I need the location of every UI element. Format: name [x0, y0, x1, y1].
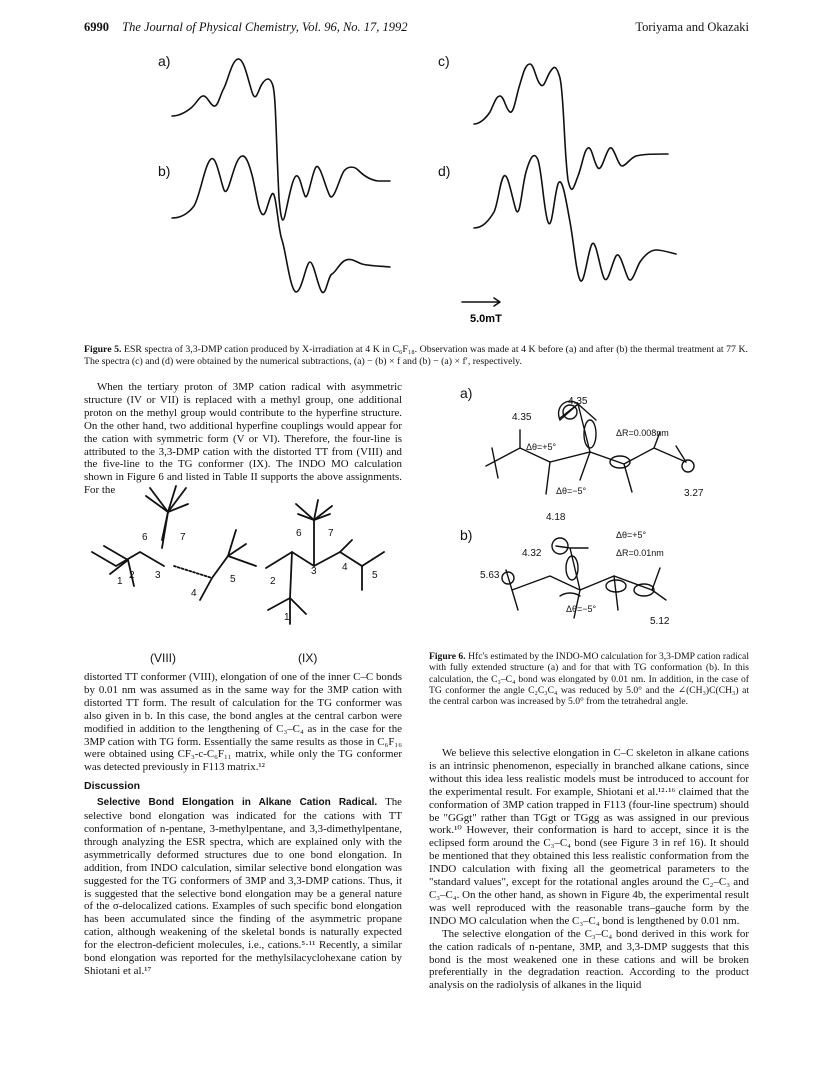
fig6-value-b-4: 5.12 [650, 616, 670, 627]
fig5-panel-label-b: b) [158, 163, 171, 179]
scale-bar [462, 298, 500, 306]
fig6-annot-a-3: ΔR=0.008nm [616, 428, 669, 438]
struct-viii-num-5: 5 [230, 574, 236, 585]
page-number: 6990 [84, 20, 109, 34]
left-para-1: When the tertiary proton of 3MP cation radical with asymmetric structure (IV or VII) is replaced with a methyl group, one additional proton on the methyl group would contribute to the hyperfine structure. On the other hand, two additional hyperfine couplings would appear for the cation with symmetric form (V or VI). Therefore, the four-line is attributed to the 3,3-DMP cation with the distorted TT from (VIII) and the five-line to the TG conformer (IX). The INDO MO calculation shown in Figure 6 and listed in Table II supports the above assignments. For the [84, 381, 402, 497]
fig6-annot-b-3: Δθ=−5° [566, 604, 597, 614]
struct-ix-num-4: 4 [342, 562, 348, 573]
left-column-bottom [84, 671, 402, 978]
fig6-value-a-3: 3.27 [684, 488, 704, 499]
struct-ix-num-7: 7 [328, 528, 334, 539]
fig6-annot-b-2: ΔR=0.01nm [616, 548, 664, 558]
fig5-panel-label-d: d) [438, 163, 451, 179]
structure-ix [266, 500, 384, 624]
fig6-value-b-3: 5.63 [480, 570, 500, 581]
figure5-caption-label: Figure 5. [84, 344, 122, 355]
discussion-heading: Discussion [84, 780, 141, 793]
esr-spectrum-b [172, 156, 390, 293]
author-names: Toriyama and Okazaki [635, 20, 749, 34]
discussion-subheading: Selective Bond Elongation in Alkane Cation Radical. [97, 797, 378, 809]
fig6-value-a-1: 4.35 [568, 396, 588, 407]
struct-viii-num-2: 2 [129, 570, 135, 581]
fig6-value-b-2: 4.32 [522, 548, 542, 559]
figure6-caption [429, 651, 749, 707]
scale-label: 5.0mT [470, 313, 502, 325]
fig5-panel-label-a: a) [158, 53, 171, 69]
struct-ix-num-2: 2 [270, 576, 276, 587]
journal-citation: The Journal of Physical Chemistry, Vol. 96, No. 17, 1992 [122, 20, 408, 34]
esr-spectrum-c [474, 64, 668, 189]
fig6-panel-label-a: a) [460, 385, 473, 401]
figure5-caption [84, 344, 748, 367]
fig6-annot-b-1: Δθ=+5° [616, 530, 647, 540]
left-para-3 [84, 796, 402, 978]
right-column [429, 747, 749, 992]
struct-ix-num-5: 5 [372, 570, 378, 581]
figure6-caption-label: Figure 6. [429, 651, 466, 662]
fig6-annot-a-2: Δθ=−5° [556, 486, 587, 496]
struct-viii-num-1: 1 [117, 576, 123, 587]
structure-label-ix: (IX) [298, 651, 318, 665]
esr-spectrum-a [172, 59, 390, 220]
figure5-caption-text: ESR spectra of 3,3-DMP cation produced by X-irradiation at 4 K in C₆F₁₈. Observation was made at 4 K before (a) and after (b) the thermal treatment at 77 K. The spectra (c) and (d) were obtained by the numerical subtractions, (a) − (b) × f and (b) − (a) × f′, respectively. [84, 344, 749, 367]
right-para-2: The selective elongation of the C₃–C₄ bond derived in this work for the cation radicals of n-pentane, 3MP, and 3,3-DMP suggests that this bond is the most weakened one in these cations and will be broken preferentially in the degradation reaction. According to the product analysis on the radiolysis of alkanes in the liquid [429, 927, 749, 992]
structure-label-viii: (VIII) [150, 651, 176, 665]
fig6-value-b-1: 4.18 [546, 512, 566, 523]
struct-ix-num-6: 6 [296, 528, 302, 539]
right-para-1: We believe this selective elongation in C–C skeleton in alkane cations is an intrinsic phenomenon, especially in branched alkane cations, since without this idea less realistic models must be introduced to account for the experimental result. For example, Shiotani et al.¹²·¹⁶ claimed that the conformation of 3MP cation trapped in F113 (four-line spectrum) should be "GGgt" rather than TGgt or TGgg as was assigned in our previous work.¹⁰ However, their conformation is hard to accept, since it is the eclipsed form around the C₃–C₄ bond (see Figure 3 in ref 16). It should be mentioned that they obtained this less realistic conformation from the INDO calculation with fixing all the geometrical parameters to the "standard values", except for the rotational angles around the C₂–C₃ and C₃–C₄. On the other hand, as shown in Figure 4b, the experimental result was well reproduced with the reasonable trans–gauche form by the INDO MO calculation when the C₃–C₄ bond is lengthened by 0.01 nm. [429, 747, 749, 927]
esr-spectrum-d [474, 156, 676, 282]
left-para-3-text: The selective bond elongation was indicated for the cations with TT conformation of n-pentane, 3-methylpentane, and 3,3-dimethylpentane, through analyzing the ESR spectra, which are explained only with the asymmetrically deformed structures due to one bond elongation. In addition, from INDO calculation, similar selective bond elongation was suggested for the TG conformers of 3MP and 3,3-DMP cations. Thus, it is suggested that the selective bond elongation may be a general nature of the σ-delocalized cations. Examples of such specific bond elongation has been accumulated since the finding of the asymmetric propane cation, although weakening of the skeletal bonds is naturally expected for the electron-deficient molecules, i.e., cations.⁵·¹¹ Recently, a similar bond elongation was reported for the methylsilacyclohexane cation by Shiotani et al.¹⁷ [84, 796, 402, 977]
fig6-value-a-2: 4.35 [512, 412, 532, 423]
struct-viii-num-3: 3 [155, 570, 161, 581]
struct-viii-num-6: 6 [142, 532, 148, 543]
struct-ix-num-1: 1 [284, 612, 290, 623]
fig6-annot-a-1: Δθ=+5° [526, 442, 557, 452]
fig5-panel-label-c: c) [438, 53, 450, 69]
left-column-top [84, 381, 402, 497]
figure6-caption-text: Hfc's estimated by the INDO-MO calculation for 3,3-DMP cation radical with fully extended structure (a) and for that with TG conformation (b). In this calculation, the C₃–C₄ bond was elongated by 0.01 nm. In addition, in the case of TG conformer the angle C₂C₃C₄ was reduced by 5.0° and the ∠(CH₃)C(CH₃) at the central carbon was increased by 5.0° from the tetrahedral angle. [429, 651, 749, 708]
struct-viii-num-7: 7 [180, 532, 186, 543]
struct-viii-num-4: 4 [191, 588, 197, 599]
fig6-panel-label-b: b) [460, 527, 473, 543]
struct-ix-num-3: 3 [311, 566, 317, 577]
left-para-2: distorted TT conformer (VIII), elongation of one of the inner C–C bonds by 0.01 nm was assumed as in the same way for the 3MP cation with distorted TT form. The result of calculation for the TG conformer was also given in b. In this case, the bond angles at the central carbon were modified in addition to the lengthening of C₃–C₄ as in the case for the 3MP cation with TG form. Essentially the same results as those in C₆F₁₆ were obtained using CF₃-c-C₆F₁₁ matrix, while only the TG conformer was detected previously in F113 matrix.¹² [84, 671, 402, 774]
